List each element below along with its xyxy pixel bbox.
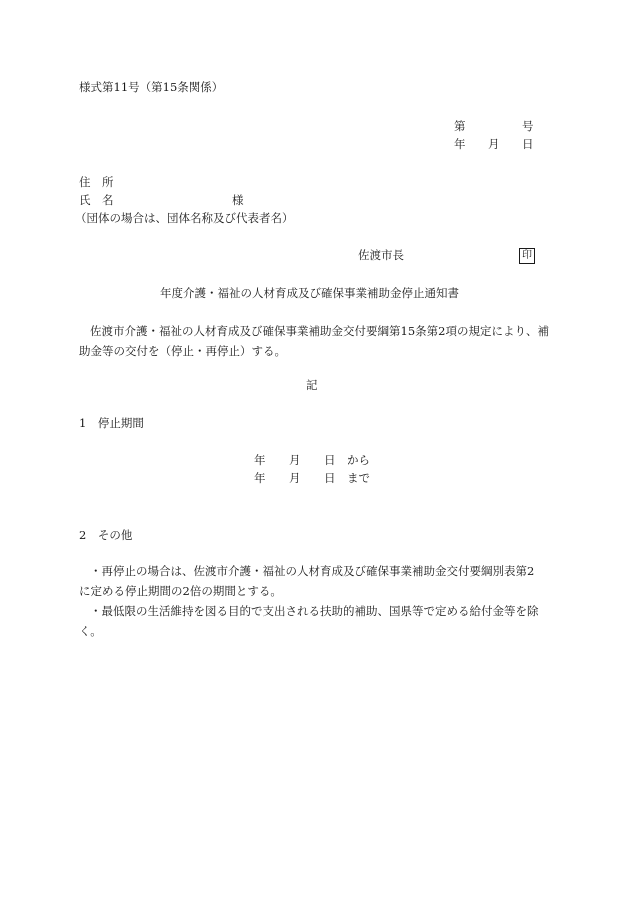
bullet2-line-1: ・最低限の生活維持を図る目的で支出される扶助的補助、国県等で定める給付金等を除 — [90, 604, 539, 618]
from-suffix: から — [347, 453, 370, 467]
number-prefix: 第 — [454, 119, 466, 133]
document-title: 年度介護・福祉の人材育成及び確保事業補助金停止通知書 — [160, 286, 459, 300]
bullet2-line-2: く。 — [79, 624, 102, 638]
body-line-1: 佐渡市介護・福祉の人材育成及び確保事業補助金交付要綱第15条第2項の規定により、補 — [90, 324, 549, 338]
ki-mark: 記 — [306, 378, 318, 392]
honorific: 様 — [232, 193, 244, 207]
section2-heading: 2 その他 — [79, 528, 133, 542]
address-label: 住 所 — [79, 175, 114, 189]
group-note: （団体の場合は、団体名称及び代表者名） — [75, 211, 294, 225]
from-day: 日 — [324, 453, 336, 467]
issue-day: 日 — [522, 137, 534, 151]
name-label: 氏 名 — [79, 193, 114, 207]
to-day: 日 — [324, 471, 336, 485]
from-year: 年 — [254, 453, 266, 467]
issuer-title: 佐渡市長 — [358, 248, 404, 262]
bullet1-line-1: ・再停止の場合は、佐渡市介護・福祉の人材育成及び確保事業補助金交付要綱別表第2 — [90, 564, 535, 578]
issue-year: 年 — [454, 137, 466, 151]
to-suffix: まで — [347, 471, 370, 485]
bullet1-line-2: に定める停止期間の2倍の期間とする。 — [79, 584, 282, 598]
issue-month: 月 — [488, 137, 500, 151]
to-year: 年 — [254, 471, 266, 485]
seal-stamp: 印 — [519, 248, 535, 264]
body-line-2: 助金等の交付を（停止・再停止）する。 — [79, 344, 286, 358]
section1-heading: 1 停止期間 — [79, 416, 144, 430]
from-month: 月 — [289, 453, 301, 467]
number-suffix: 号 — [522, 119, 534, 133]
form-label: 様式第11号（第15条関係） — [79, 80, 224, 94]
to-month: 月 — [289, 471, 301, 485]
